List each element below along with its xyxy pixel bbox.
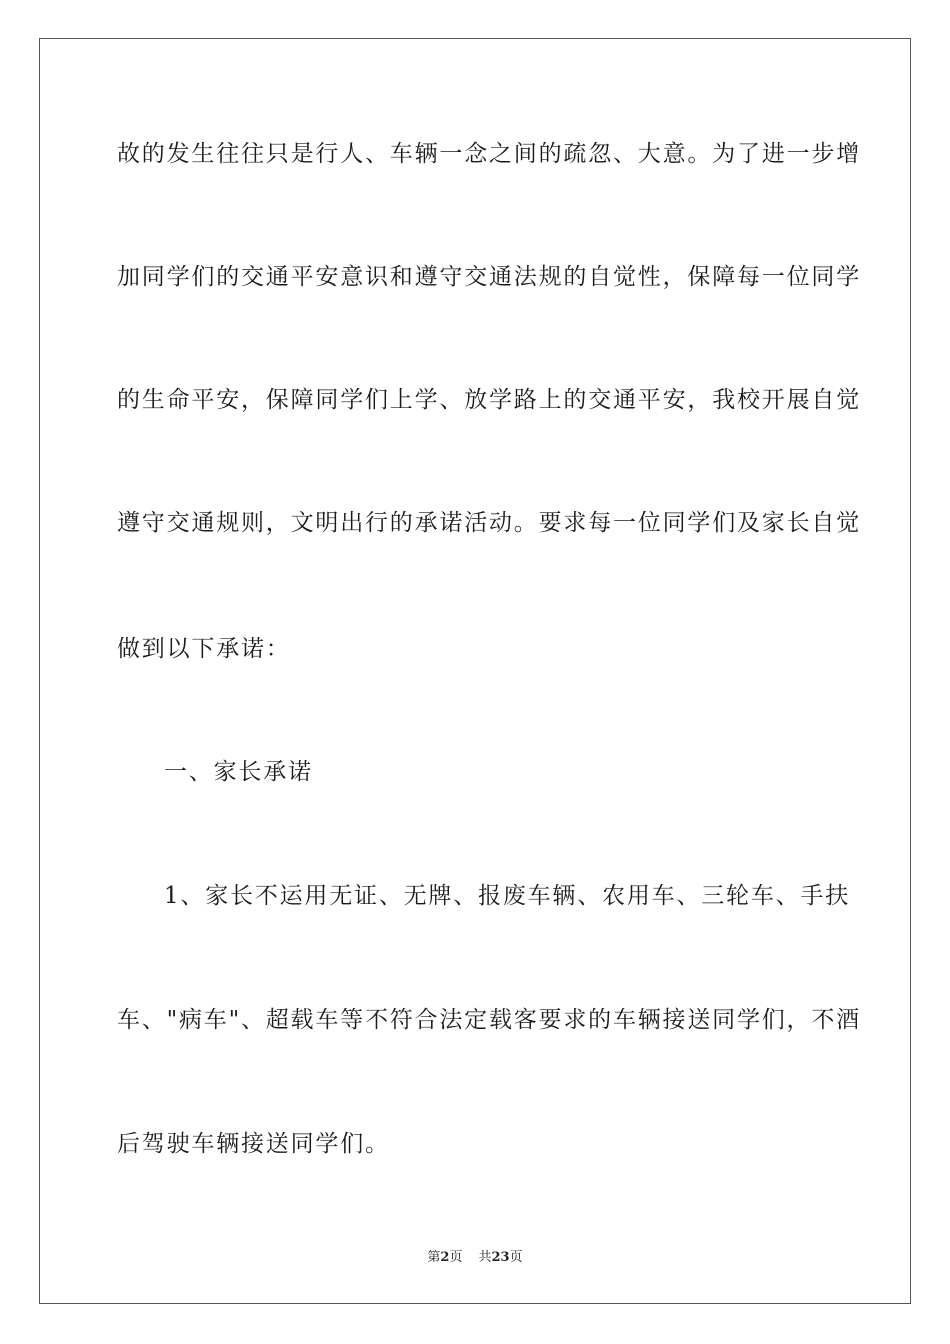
page-number: 2 <box>440 1250 450 1265</box>
body-text-line-1: 故的发生往往只是行人、车辆一念之间的疏忽、大意。为了进一步增 <box>117 141 861 167</box>
body-text-line-3: 的生命平安，保障同学们上学、放学路上的交通平安，我校开展自觉 <box>117 387 861 413</box>
page-prefix: 第 <box>427 1250 441 1265</box>
section-heading: 一、家长承诺 <box>164 759 313 785</box>
body-text-line-5: 做到以下承诺： <box>117 636 291 662</box>
page-footer <box>0 1246 950 1265</box>
list-item-1-line-3: 后驾驶车辆接送同学们。 <box>117 1131 390 1157</box>
total-pages: 23 <box>491 1250 510 1265</box>
list-item-1-line-1: 1、家长不运用无证、无牌、报废车辆、农用车、三轮车、手扶 <box>164 883 851 909</box>
page-suffix: 页 <box>449 1250 463 1265</box>
body-text-line-4: 遵守交通规则，文明出行的承诺活动。要求每一位同学们及家长自觉 <box>117 510 861 536</box>
total-suffix: 页 <box>509 1250 523 1265</box>
list-item-1-line-2: 车、"病车"、超载车等不符合法定载客要求的车辆接送同学们，不酒 <box>117 1007 861 1033</box>
body-text-line-2: 加同学们的交通平安意识和遵守交通法规的自觉性，保障每一位同学 <box>117 264 861 290</box>
total-prefix: 共 <box>478 1250 492 1265</box>
page-border <box>39 38 911 1304</box>
